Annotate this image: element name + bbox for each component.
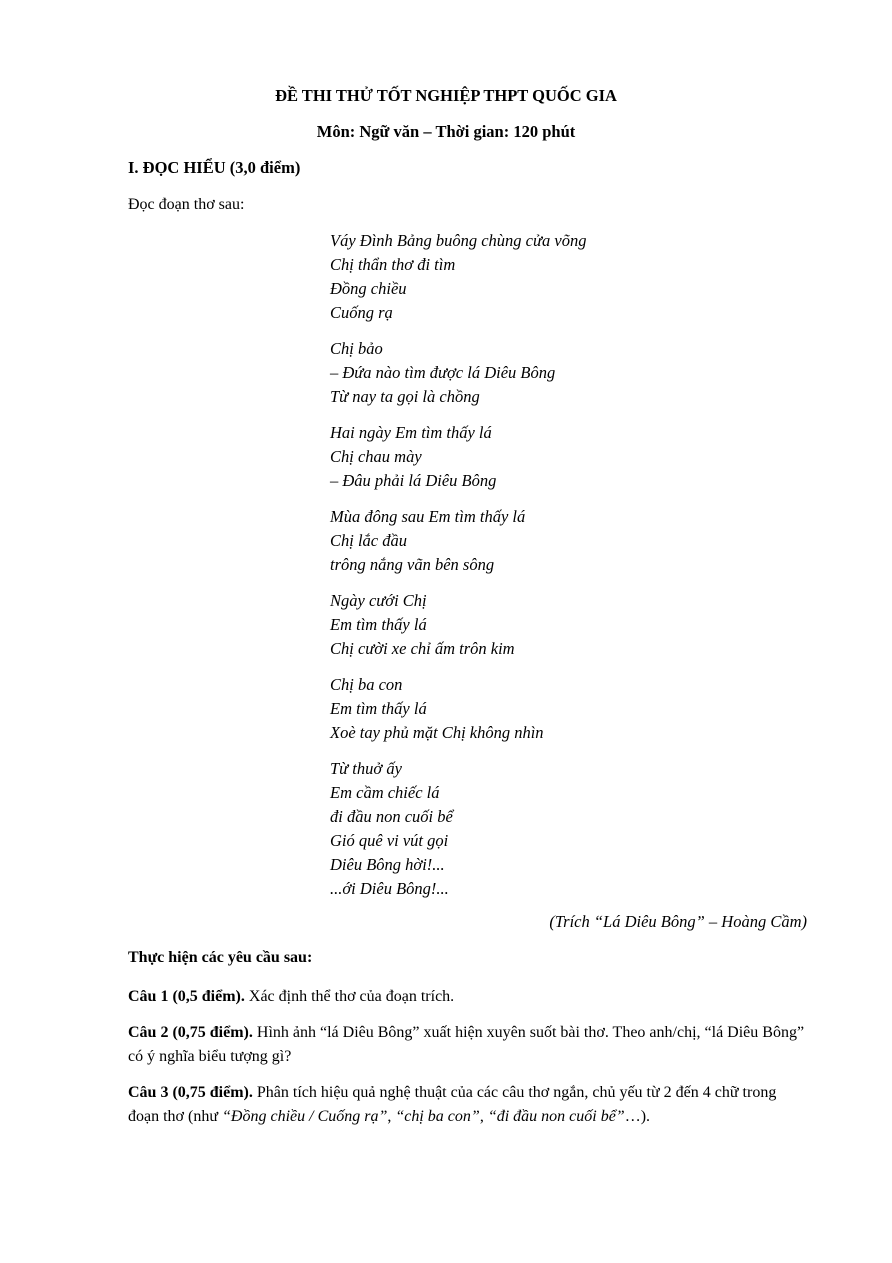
poem-stanza [330,589,586,661]
poem-source: (Trích “Lá Diêu Bông” – Hoàng Cầm) [549,912,807,931]
question-text: Xác định thể thơ của đoạn trích. [244,988,455,1005]
separator: , [387,1108,396,1125]
poem-line: Diêu Bông hời!... [330,855,445,874]
poem-line: Chị bảo [330,339,383,358]
poem-stanza [330,337,586,409]
poem-line: Đồng chiều [330,279,407,298]
poem-line: Chị thẩn thơ đi tìm [330,255,456,274]
example-quote: “chị ba con” [395,1108,480,1125]
poem-line: Ngày cưới Chị [330,591,427,610]
poem-line: đi đầu non cuối bể [330,807,453,826]
poem-line: ...ới Diêu Bông!... [330,879,449,898]
poem-line: Chị ba con [330,675,403,694]
poem-line: Chị chau mày [330,447,422,466]
poem-line: Từ thuở ấy [330,759,402,778]
question-label: Câu 1 (0,5 điểm). [128,988,245,1005]
poem-stanza [330,505,586,577]
poem-line: – Đâu phải lá Diêu Bông [330,471,497,490]
section-intro: Đọc đoạn thơ sau: [128,196,245,213]
example-quote: “đi đầu non cuối bể” [487,1108,625,1125]
poem-line: Hai ngày Em tìm thấy lá [330,423,492,442]
question-label: Câu 2 (0,75 điểm). [128,1024,253,1041]
poem-stanza [330,673,586,745]
separator: , [479,1108,488,1125]
poem-line: Váy Đình Bảng buông chùng cửa võng [330,231,587,250]
example-quote: “Đồng chiều / Cuống rạ” [222,1108,388,1125]
question-1 [128,985,808,1009]
poem-line: Em tìm thấy lá [330,615,427,634]
question-text: Hình ảnh “lá Diêu Bông” xuất hiện xuyên suốt bài thơ. Theo anh/chị, “lá Diêu Bông” có ý nghĩa biểu tượng gì? [128,1024,805,1065]
question-2 [128,1021,808,1069]
section-heading: I. ĐỌC HIỂU (3,0 điểm) [128,158,301,177]
poem-line: Xoè tay phủ mặt Chị không nhìn [330,723,544,742]
exam-title: ĐỀ THI THỬ TỐT NGHIỆP THPT QUỐC GIA [275,86,617,105]
question-3 [128,1081,808,1129]
poem-line: Em cầm chiếc lá [330,783,440,802]
exam-subtitle: Môn: Ngữ văn – Thời gian: 120 phút [316,122,576,141]
poem-line: Mùa đông sau Em tìm thấy lá [330,507,526,526]
poem-stanza [330,421,586,493]
poem-line: Từ nay ta gọi là chồng [330,387,480,406]
poem-line: – Đứa nào tìm được lá Diêu Bông [330,363,556,382]
poem-line: trông nắng vãn bên sông [330,555,495,574]
poem [330,229,586,913]
poem-line: Em tìm thấy lá [330,699,427,718]
question-label: Câu 3 (0,75 điểm). [128,1084,253,1101]
question-text-end: …). [624,1108,651,1125]
poem-line: Chị lắc đầu [330,531,407,550]
requirements-heading: Thực hiện các yêu cầu sau: [128,949,313,966]
poem-line: Gió quê vi vút gọi [330,831,449,850]
poem-line: Chị cười xe chỉ ấm trôn kim [330,639,515,658]
poem-stanza [330,757,586,901]
poem-stanza [330,229,586,325]
poem-line: Cuống rạ [330,303,393,322]
question-text: Phân tích hiệu quả nghệ thuật của các câu thơ ngắn, chủ yếu từ 2 đến 4 chữ trong đoạn thơ (như [128,1084,777,1125]
